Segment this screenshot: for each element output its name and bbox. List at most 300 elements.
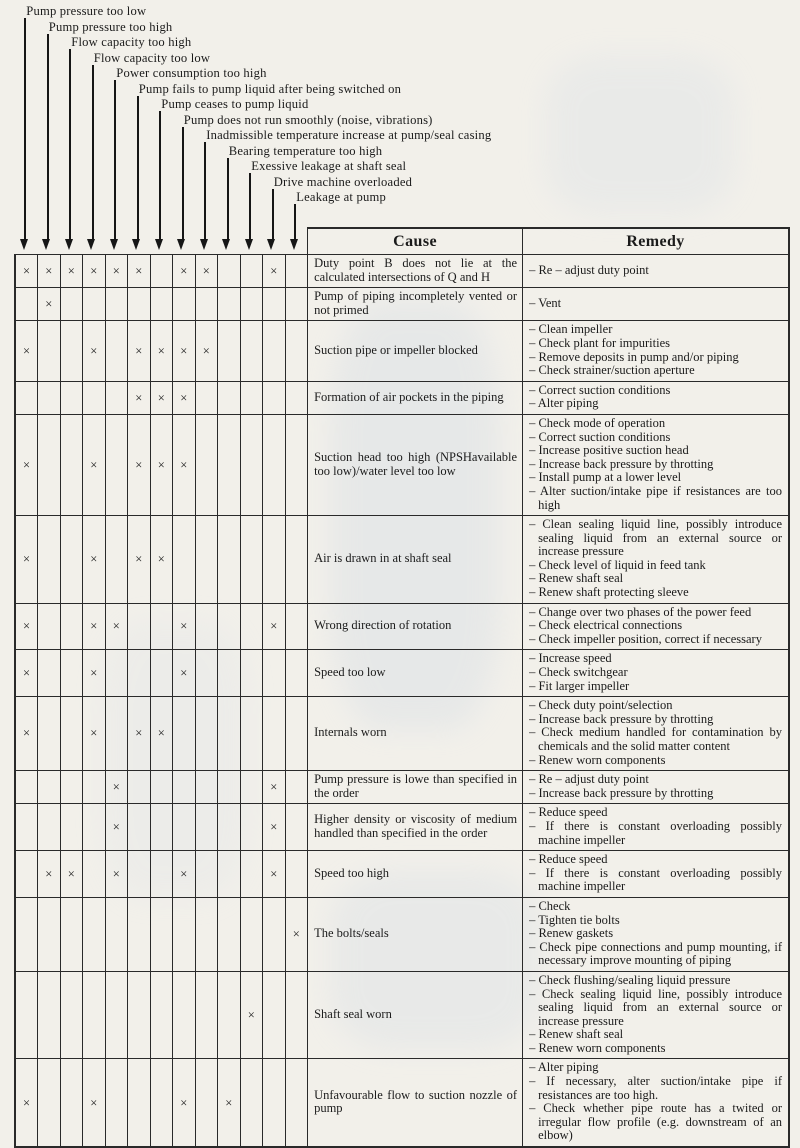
symptom-mark-cell [240,381,263,414]
table-row [15,971,789,1059]
symptom-mark-cell [38,516,61,604]
symptom-mark-cell [218,897,241,971]
symptom-mark-cell: × [83,697,106,771]
symptom-mark-cell [195,697,218,771]
symptom-mark-cell [15,851,38,898]
symptom-mark-cell [60,897,83,971]
symptom-mark-cell [150,650,173,697]
remedy-cell [523,516,789,604]
symptom-mark-cell [240,414,263,515]
symptom-mark-cell: × [83,1059,106,1147]
remedy-cell [523,650,789,697]
symptom-mark-cell [195,804,218,851]
symptom-mark-cell [60,697,83,771]
remedy-item: – Re – adjust duty point [529,262,649,277]
symptom-mark-cell [105,971,128,1059]
remedy-cell [523,381,789,414]
fault-matrix-table [14,227,790,1148]
symptom-mark-cell [285,516,308,604]
symptom-arrow-line [204,142,206,240]
symptom-mark-cell [263,381,286,414]
symptom-mark-cell: × [173,414,196,515]
symptom-mark-cell [285,1059,308,1147]
remedy-item: – Check duty point/selection [529,698,673,713]
symptom-mark-cell [105,321,128,381]
symptom-mark-cell: × [15,697,38,771]
header-row [15,228,789,255]
symptom-mark-cell [15,771,38,804]
symptom-mark-cell [38,804,61,851]
symptom-label: Pump fails to pump liquid after being switched on [138,81,402,96]
symptom-mark-cell [173,971,196,1059]
symptom-mark-cell [83,381,106,414]
symptom-mark-cell: × [83,414,106,515]
symptom-mark-cell [263,971,286,1059]
remedy-item: – Remove deposits in pump and/or piping [529,349,739,364]
symptom-mark-cell [218,603,241,650]
symptom-mark-cell [15,804,38,851]
symptom-mark-cell [195,851,218,898]
symptom-mark-cell [105,288,128,321]
symptom-mark-cell [60,650,83,697]
cause-cell: Higher density or viscosity of medium handled than specified in the order [308,804,523,851]
symptom-mark-cell [240,288,263,321]
remedy-item: – Check whether pipe route has a twited or irregular flow profile (e.g. downstream of an elbow) [529,1101,782,1143]
symptom-arrow-line [69,49,71,240]
symptom-mark-cell: × [15,255,38,288]
symptom-label: Flow capacity too low [93,50,211,65]
cause-cell: Wrong direction of rotation [308,603,523,650]
remedy-item: – Renew shaft seal [529,571,624,586]
table-row [15,321,789,381]
symptom-mark-cell [285,288,308,321]
symptom-mark-cell: × [38,255,61,288]
remedy-item: – Check sealing liquid line, possibly introduce sealing liquid from an external source or increase pressure [529,986,782,1028]
symptom-label: Exessive leakage at shaft seal [251,159,407,173]
symptom-mark-cell [83,771,106,804]
symptom-mark-cell [15,381,38,414]
remedy-item: – Reduce speed [529,852,608,867]
symptom-mark-cell [195,650,218,697]
symptom-mark-cell: × [105,851,128,898]
symptom-mark-cell [60,771,83,804]
symptom-mark-cell [38,1059,61,1147]
remedy-item: – Install pump at a lower level [529,470,682,485]
cause-cell: Internals worn [308,697,523,771]
symptom-mark-cell [195,414,218,515]
table-row [15,771,789,804]
symptom-mark-cell: × [218,1059,241,1147]
cause-cell: Formation of air pockets in the piping [308,381,523,414]
symptom-arrow-line [24,18,26,240]
symptom-mark-cell [285,771,308,804]
symptom-mark-cell [60,321,83,381]
remedy-item: – Increase positive suction head [529,443,689,458]
symptom-mark-cell [83,804,106,851]
symptom-mark-cell [218,971,241,1059]
symptom-mark-cell [195,971,218,1059]
cause-column-header: Cause [308,228,523,255]
remedy-item: – Clean sealing liquid line, possibly introduce sealing liquid from an external source or increase pressure [529,517,782,559]
symptom-mark-cell [128,804,151,851]
symptom-mark-cell [38,771,61,804]
symptom-label: Inadmissible temperature increase at pump/seal casing [206,128,492,142]
table-row [15,897,789,971]
cause-cell: Speed too high [308,851,523,898]
symptom-mark-cell: × [285,897,308,971]
symptom-mark-cell [240,851,263,898]
symptom-arrow-line [92,65,94,241]
remedy-cell [523,771,789,804]
symptom-mark-cell [105,1059,128,1147]
symptom-mark-cell [15,897,38,971]
remedy-item: – Check electrical connections [529,618,683,633]
remedy-cell [523,321,789,381]
symptom-mark-cell [240,516,263,604]
symptom-mark-cell [150,255,173,288]
remedy-item: – Increase back pressure by throtting [529,785,714,800]
symptom-mark-cell [173,288,196,321]
symptom-mark-cell: × [263,603,286,650]
paper-bleed-artifact [545,55,735,215]
symptom-mark-cell [173,897,196,971]
cause-cell: Speed too low [308,650,523,697]
remedy-item: – Increase speed [529,651,612,666]
symptom-mark-cell [83,971,106,1059]
symptom-mark-cell: × [83,255,106,288]
table-row [15,650,789,697]
symptom-mark-cell: × [150,516,173,604]
remedy-item: – Renew worn components [529,752,666,767]
remedy-item: – Renew gaskets [529,926,614,941]
symptom-mark-cell [128,771,151,804]
symptom-mark-cell [218,255,241,288]
symptom-mark-cell [38,971,61,1059]
symptom-mark-cell [218,414,241,515]
remedy-cell [523,1059,789,1147]
symptom-label: Pump ceases to pump liquid [161,97,309,111]
symptom-mark-cell: × [128,321,151,381]
symptom-mark-cell [105,381,128,414]
symptom-mark-cell: × [173,1059,196,1147]
remedy-item: – Renew shaft protecting sleeve [529,585,689,600]
symptom-mark-cell [38,414,61,515]
table-row [15,255,789,288]
table-row [15,697,789,771]
remedy-cell [523,804,789,851]
symptom-mark-cell: × [15,603,38,650]
symptom-mark-cell [128,288,151,321]
symptom-mark-cell: × [38,851,61,898]
symptom-mark-cell: × [195,255,218,288]
remedy-cell [523,414,789,515]
symptom-mark-cell [218,851,241,898]
symptom-mark-cell [240,1059,263,1147]
remedy-item: – Reduce speed [529,805,608,820]
symptom-mark-cell: × [128,255,151,288]
symptom-mark-cell [285,697,308,771]
symptom-mark-cell [285,381,308,414]
remedy-item: – Check level of liquid in feed tank [529,557,706,572]
remedy-item: – Renew shaft seal [529,1027,624,1042]
symptom-mark-cell [240,771,263,804]
symptom-mark-cell: × [15,1059,38,1147]
remedy-item: – Clean impeller [529,322,613,337]
symptom-mark-cell [128,851,151,898]
symptom-mark-cell [218,516,241,604]
table-row [15,288,789,321]
symptom-mark-cell: × [15,321,38,381]
symptom-mark-cell [285,603,308,650]
symptom-mark-cell [195,897,218,971]
symptom-mark-cell [218,650,241,697]
symptom-mark-cell [218,804,241,851]
symptom-mark-cell: × [60,255,83,288]
symptom-mark-cell: × [173,603,196,650]
symptom-mark-cell [128,897,151,971]
symptom-mark-cell [240,321,263,381]
table-row [15,414,789,515]
symptom-arrow-line [182,127,184,241]
symptom-label: Pump does not run smoothly (noise, vibrations) [183,112,433,127]
remedy-item: – Check flushing/sealing liquid pressure [529,972,731,987]
symptom-mark-cell [105,414,128,515]
symptom-mark-cell [60,1059,83,1147]
remedy-cell [523,851,789,898]
symptom-label: Flow capacity too high [71,35,192,49]
symptom-mark-cell: × [150,697,173,771]
remedy-item: – Increase back pressure by throtting [529,711,714,726]
cause-cell: Air is drawn in at shaft seal [308,516,523,604]
symptom-label: Power consumption too high [116,66,267,80]
symptom-mark-cell [83,851,106,898]
symptom-mark-cell: × [150,321,173,381]
symptom-mark-cell [150,897,173,971]
symptom-label: Drive machine overloaded [273,174,413,189]
symptom-mark-cell [38,321,61,381]
remedy-item: – Alter piping [529,396,599,411]
symptom-mark-cell [263,516,286,604]
symptom-arrow-line [159,111,161,240]
table-row [15,804,789,851]
cause-cell: Pump of piping incompletely vented or not primed [308,288,523,321]
symptom-mark-cell [218,771,241,804]
remedy-item: – Check plant for impurities [529,335,671,350]
symptom-mark-cell [218,697,241,771]
symptom-mark-cell: × [150,381,173,414]
symptom-mark-cell [38,650,61,697]
symptom-mark-cell [195,288,218,321]
remedy-item: – Correct suction conditions [529,429,671,444]
symptom-arrow-line [47,34,49,241]
symptom-mark-cell [218,381,241,414]
remedy-item: – Alter piping [529,1060,599,1075]
symptom-mark-cell [60,804,83,851]
symptom-mark-cell [263,321,286,381]
symptom-arrow-line [114,80,116,240]
symptom-mark-cell [128,1059,151,1147]
table-row [15,603,789,650]
symptom-mark-cell [285,321,308,381]
remedy-cell [523,897,789,971]
symptom-mark-cell: × [195,321,218,381]
remedy-item: – Check pipe connections and pump mounting, if necessary improve mounting of piping [529,939,782,968]
symptom-mark-cell [128,971,151,1059]
symptom-mark-cell [150,1059,173,1147]
symptom-mark-cell [150,288,173,321]
symptom-mark-cell [83,288,106,321]
symptom-mark-cell: × [173,851,196,898]
cause-cell: Suction head too high (NPSHavailable too low)/water level too low [308,414,523,515]
remedy-item: – Tighten tie bolts [529,912,620,927]
symptom-mark-cell [38,897,61,971]
symptom-mark-cell [60,516,83,604]
symptom-mark-cell [240,603,263,650]
symptom-label: Leakage at pump [296,190,386,204]
remedy-item: – Fit larger impeller [529,678,630,693]
cause-cell: The bolts/seals [308,897,523,971]
symptom-mark-cell [38,381,61,414]
symptom-mark-cell [105,897,128,971]
symptom-mark-cell [263,697,286,771]
symptom-mark-cell [173,771,196,804]
symptom-mark-cell [195,603,218,650]
symptom-mark-cell [285,851,308,898]
table-row [15,381,789,414]
symptom-label: Pump pressure too high [48,19,173,34]
symptom-mark-cell [60,971,83,1059]
symptom-mark-cell [240,897,263,971]
remedy-cell [523,255,789,288]
remedy-item: – If there is constant overloading possibly machine impeller [529,818,782,847]
symptom-mark-cell [195,771,218,804]
symptom-mark-cell: × [128,381,151,414]
symptom-mark-cell: × [128,697,151,771]
symptom-mark-cell [15,971,38,1059]
symptom-mark-cell [263,897,286,971]
cause-cell: Unfavourable flow to suction nozzle of pump [308,1059,523,1147]
cause-cell: Suction pipe or impeller blocked [308,321,523,381]
remedy-cell [523,697,789,771]
symptom-mark-cell [105,516,128,604]
symptom-mark-cell [60,603,83,650]
symptom-mark-cell: × [173,650,196,697]
symptom-mark-cell [285,650,308,697]
symptom-mark-cell: × [173,255,196,288]
remedy-cell [523,603,789,650]
symptom-mark-cell [240,697,263,771]
symptom-mark-cell: × [263,771,286,804]
remedy-item: – Check strainer/suction aperture [529,363,695,378]
symptom-mark-cell [218,321,241,381]
symptom-mark-cell [105,697,128,771]
symptom-mark-cell [150,804,173,851]
symptom-mark-cell [195,1059,218,1147]
remedy-item: – Renew worn components [529,1040,666,1055]
symptom-mark-cell: × [15,650,38,697]
table-row [15,1059,789,1147]
symptom-mark-cell [105,650,128,697]
symptom-mark-cell [150,971,173,1059]
table-row [15,851,789,898]
symptom-mark-cell [218,288,241,321]
symptom-mark-cell [285,971,308,1059]
symptom-mark-cell [263,288,286,321]
symptom-mark-cell [263,650,286,697]
cause-cell: Shaft seal worn [308,971,523,1059]
symptom-mark-cell: × [105,804,128,851]
symptom-mark-cell [38,603,61,650]
symptom-mark-cell [263,1059,286,1147]
symptom-mark-cell: × [83,603,106,650]
symptom-mark-cell [38,697,61,771]
symptom-mark-cell: × [105,255,128,288]
symptom-mark-cell: × [83,321,106,381]
symptom-mark-cell [195,516,218,604]
header-filler-cell [15,228,308,255]
remedy-item: – Increase back pressure by throtting [529,456,714,471]
symptom-mark-cell: × [173,321,196,381]
symptom-mark-cell [285,255,308,288]
symptom-mark-cell: × [38,288,61,321]
symptom-mark-cell: × [240,971,263,1059]
symptom-label: Pump pressure too low [26,4,147,18]
symptom-mark-cell [263,414,286,515]
symptom-mark-cell [173,697,196,771]
symptom-mark-cell: × [83,650,106,697]
symptom-mark-cell: × [128,414,151,515]
symptom-mark-cell [195,381,218,414]
symptom-mark-cell: × [128,516,151,604]
symptom-mark-cell [83,897,106,971]
remedy-item: – Change over two phases of the power feed [529,604,752,619]
remedy-column-header: Remedy [523,228,789,255]
symptom-mark-cell [285,414,308,515]
remedy-item: – Alter suction/intake pipe if resistances are too high [529,483,782,512]
remedy-item: – If necessary, alter suction/intake pipe if resistances are too high. [529,1074,782,1102]
symptom-mark-cell [60,288,83,321]
symptom-mark-cell: × [60,851,83,898]
symptom-mark-cell: × [263,804,286,851]
symptom-mark-cell [150,851,173,898]
symptom-mark-cell: × [15,516,38,604]
symptom-mark-cell: × [83,516,106,604]
symptom-mark-cell: × [105,771,128,804]
symptom-mark-cell: × [105,603,128,650]
symptom-mark-cell [60,381,83,414]
symptom-mark-cell [150,603,173,650]
remedy-item: – Check mode of operation [529,415,666,430]
remedy-cell [523,288,789,321]
remedy-item: – Check switchgear [529,665,628,680]
symptom-mark-cell: × [263,255,286,288]
symptom-mark-cell [240,650,263,697]
symptom-arrow-line [137,96,139,241]
remedy-item: – Check [529,898,571,913]
symptom-mark-cell [240,255,263,288]
cause-cell: Pump pressure is lowe than specified in the order [308,771,523,804]
remedy-item: – Check medium handled for contamination by chemicals and the solid matter content [529,725,782,753]
symptom-mark-cell: × [173,381,196,414]
remedy-item: – If there is constant overloading possibly machine impeller [529,865,782,894]
symptom-mark-cell [240,804,263,851]
symptom-mark-cell [285,804,308,851]
symptom-mark-cell [150,771,173,804]
symptom-mark-cell: × [15,414,38,515]
remedy-item: – Re – adjust duty point [529,772,649,787]
symptom-label: Bearing temperature too high [228,143,383,158]
table-row [15,516,789,604]
